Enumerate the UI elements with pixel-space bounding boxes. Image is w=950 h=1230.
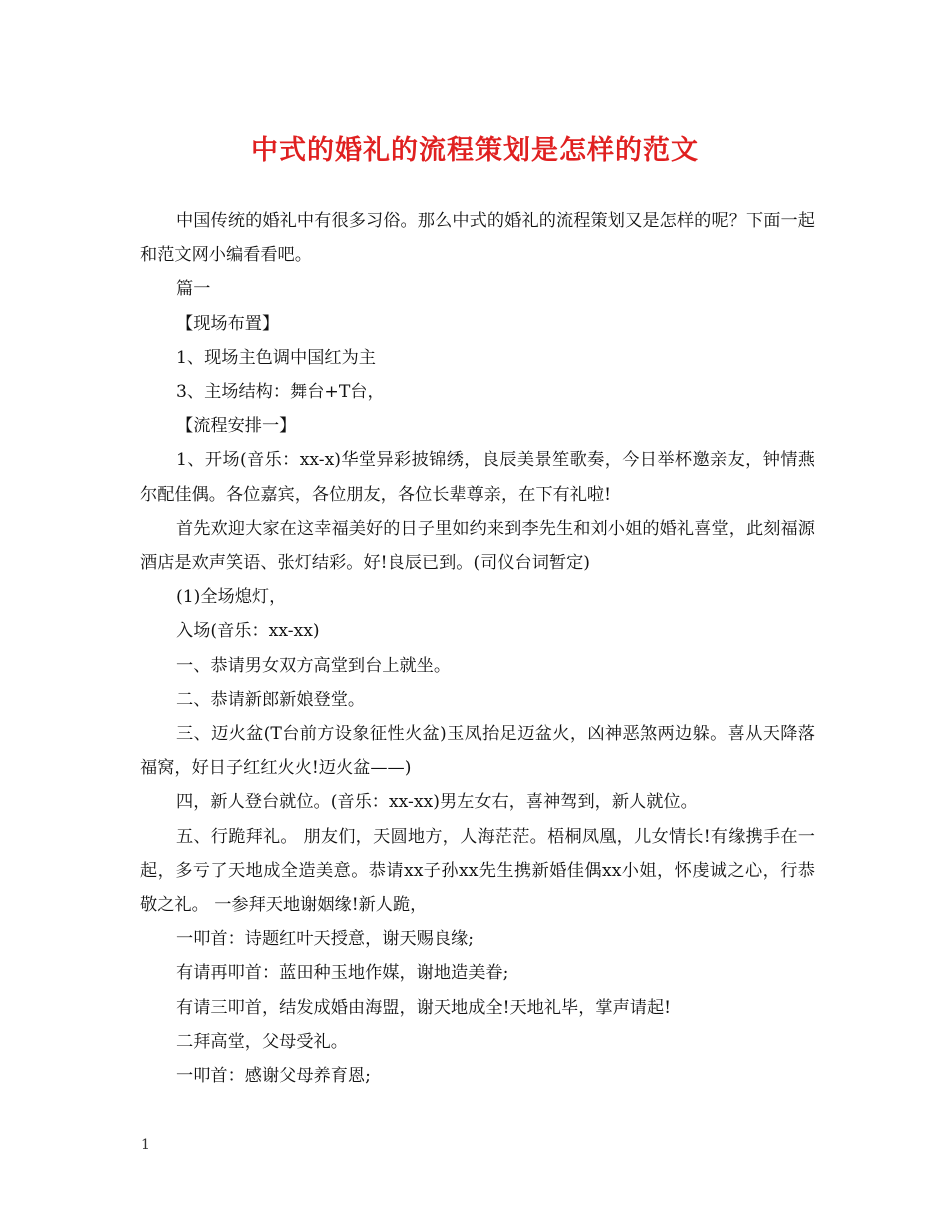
paragraph-venue-color: 1、现场主色调中国红为主 — [176, 347, 376, 368]
paragraph-step-five: 五、行跪拜礼。 朋友们，天圆地方，人海茫茫。梧桐凤凰，儿女情长!有缘携手在一起，多亏了天地成全造美意。恭请xx子孙xx先生携新婚佳偶xx小姐，怀虔诚之心，行恭敬之礼。 一参拜天地谢姻缘!新人跪， — [140, 826, 815, 916]
paragraph-welcome: 首先欢迎大家在这幸福美好的日子里如约来到李先生和刘小姐的婚礼喜堂，此刻福源酒店是欢声笑语、张灯结彩。好!良辰已到。(司仪台词暂定) — [140, 518, 815, 574]
paragraph-section-one: 篇一 — [176, 279, 211, 300]
paragraph-step-two: 二、恭请新郎新娘登堂。 — [176, 689, 366, 710]
paragraph-venue-heading: 【现场布置】 — [176, 313, 280, 334]
paragraph-opening: 1、开场(音乐：xx-x)华堂异彩披锦绣，良辰美景笙歌奏，今日举杯邀亲友，钟情燕尔配佳偶。各位嘉宾，各位朋友，各位长辈尊亲，在下有礼啦! — [140, 450, 815, 505]
paragraph-step-four: 四，新人登台就位。(音乐：xx-xx)男左女右，喜神驾到，新人就位。 — [176, 792, 698, 813]
page-number: 1 — [141, 1137, 150, 1153]
paragraph-intro: 中国传统的婚礼中有很多习俗。那么中式的婚礼的流程策划又是怎样的呢？下面一起和范文网小编看看吧。 — [140, 211, 815, 266]
paragraph-lights-off: (1)全场熄灯， — [176, 587, 287, 608]
paragraph-entrance: 入场(音乐：xx-xx) — [176, 621, 320, 642]
document-title: 中式的婚礼的流程策划是怎样的范文 — [251, 135, 699, 166]
paragraph-second-bow: 有请再叩首：蓝田种玉地作媒，谢地造美眷; — [176, 963, 509, 984]
paragraph-venue-structure: 3、主场结构：舞台+T台， — [176, 382, 385, 403]
paragraph-third-bow: 有请三叩首，结发成婚由海盟，谢天地成全!天地礼毕，掌声请起! — [176, 997, 672, 1018]
paragraph-process-heading: 【流程安排一】 — [176, 416, 297, 437]
paragraph-step-three: 三、迈火盆(T台前方设象征性火盆)玉凤抬足迈盆火，凶神恶煞两边躲。喜从天降落福窝，好日子红红火火!迈火盆——) — [140, 724, 815, 779]
paragraph-parents-bow: 二拜高堂，父母受礼。 — [176, 1031, 348, 1052]
paragraph-first-bow: 一叩首：诗题红叶天授意，谢天赐良缘; — [176, 929, 474, 950]
paragraph-step-one: 一、恭请男女双方高堂到台上就坐。 — [176, 655, 452, 676]
paragraph-parents-first-bow: 一叩首：感谢父母养育恩; — [176, 1066, 371, 1087]
document-body — [140, 204, 815, 1093]
